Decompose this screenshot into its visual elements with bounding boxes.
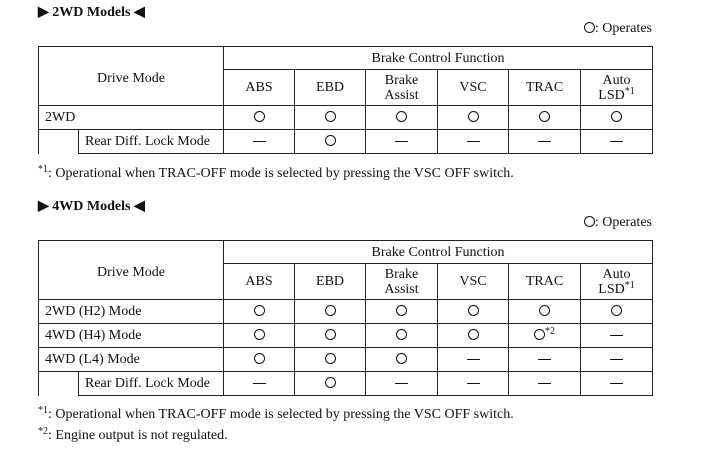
- legend-text: : Operates: [594, 21, 652, 36]
- operates-cell: [224, 324, 295, 348]
- not-operating-cell: [224, 130, 295, 154]
- circle-icon: [325, 377, 336, 388]
- circle-icon: [396, 329, 407, 340]
- operates-cell: [224, 300, 295, 324]
- circle-icon: [584, 216, 595, 227]
- brake-function-header: Brake Control Function: [224, 47, 653, 70]
- dash-icon: [395, 383, 408, 384]
- dash-icon: [610, 359, 623, 360]
- drive-mode-header: Drive Mode: [39, 47, 224, 106]
- indent-cell: [39, 130, 79, 154]
- dash-icon: [538, 359, 551, 360]
- operates-cell: [366, 300, 438, 324]
- row-label: 2WD (H2) Mode: [39, 300, 224, 324]
- column-header: ABS: [224, 70, 295, 106]
- triangle-left-icon: ◀: [133, 199, 145, 214]
- table-row: [39, 300, 653, 324]
- not-operating-cell: [438, 372, 509, 396]
- operates-cell: [295, 372, 366, 396]
- table-row: [39, 324, 653, 348]
- dash-icon: [395, 141, 408, 142]
- operates-cell: [295, 130, 366, 154]
- operates-cell: [295, 106, 366, 130]
- circle-icon: [254, 305, 265, 316]
- triangle-left-icon: ◀: [133, 5, 145, 20]
- dash-icon: [467, 359, 480, 360]
- circle-icon: [611, 111, 622, 122]
- brake-table-4wd: [38, 240, 653, 396]
- circle-icon: [396, 305, 407, 316]
- column-header: EBD: [295, 264, 366, 300]
- row-label: 4WD (H4) Mode: [39, 324, 224, 348]
- footnote-4wd-2: $^{*2}$: Engine output is not regulated.: [38, 426, 228, 443]
- dash-icon: [253, 383, 266, 384]
- operates-cell: [438, 324, 509, 348]
- circle-icon: [396, 111, 407, 122]
- circle-icon: [325, 135, 336, 146]
- row-label: 2WD: [39, 106, 224, 130]
- indent-cell: [39, 372, 79, 396]
- circle-icon: [325, 305, 336, 316]
- circle-icon: [325, 329, 336, 340]
- operates-cell: [509, 300, 581, 324]
- dash-icon: [538, 383, 551, 384]
- not-operating-cell: [366, 130, 438, 154]
- column-header: Brake Assist: [366, 70, 438, 106]
- circle-icon: [539, 111, 550, 122]
- dash-icon: [467, 383, 480, 384]
- triangle-right-icon: ▶: [38, 5, 49, 20]
- circle-icon: [254, 353, 265, 364]
- section-title-text: 2WD Models: [52, 5, 131, 20]
- circle-icon: [611, 305, 622, 316]
- circle-icon: [534, 329, 545, 340]
- not-operating-cell: [581, 130, 653, 154]
- section-title-4wd: [38, 199, 145, 215]
- operates-cell: *2: [509, 324, 581, 348]
- not-operating-cell: [581, 372, 653, 396]
- column-header: Auto LSD$^{*1}$: [581, 264, 653, 300]
- dash-icon: [610, 335, 623, 336]
- column-header: TRAC: [509, 264, 581, 300]
- dash-icon: [538, 141, 551, 142]
- not-operating-cell: [581, 324, 653, 348]
- operates-cell: [581, 300, 653, 324]
- not-operating-cell: [438, 348, 509, 372]
- circle-icon: [254, 329, 265, 340]
- operates-cell: [295, 348, 366, 372]
- not-operating-cell: [224, 372, 295, 396]
- triangle-right-icon: ▶: [38, 199, 49, 214]
- circle-icon: [584, 22, 595, 33]
- circle-icon: [325, 353, 336, 364]
- table-row: [39, 106, 653, 130]
- operates-cell: [366, 106, 438, 130]
- legend-2wd: [584, 21, 652, 37]
- circle-icon: [396, 353, 407, 364]
- table-row: [39, 348, 653, 372]
- circle-icon: [325, 111, 336, 122]
- operates-cell: [295, 300, 366, 324]
- legend-4wd: [584, 215, 652, 231]
- operates-cell: [295, 324, 366, 348]
- table-row: [39, 130, 653, 154]
- not-operating-cell: [581, 348, 653, 372]
- brake-table-2wd: [38, 46, 653, 154]
- column-header: TRAC: [509, 70, 581, 106]
- operates-cell: [366, 348, 438, 372]
- operates-cell: [224, 348, 295, 372]
- circle-icon: [468, 329, 479, 340]
- not-operating-cell: [509, 130, 581, 154]
- not-operating-cell: [366, 372, 438, 396]
- dash-icon: [610, 141, 623, 142]
- row-label: 4WD (L4) Mode: [39, 348, 224, 372]
- operates-cell: [438, 300, 509, 324]
- not-operating-cell: [509, 348, 581, 372]
- column-header: Auto LSD$^{*1}$: [581, 70, 653, 106]
- column-header: ABS: [224, 264, 295, 300]
- dash-icon: [467, 141, 480, 142]
- section-title-text: 4WD Models: [52, 199, 131, 214]
- footnote-4wd-1: $^{*1}$: Operational when TRAC-OFF mode is selected by pressing the VSC OFF switch.: [38, 405, 514, 422]
- brake-function-header: Brake Control Function: [224, 241, 653, 264]
- dash-icon: [610, 383, 623, 384]
- column-header: VSC: [438, 264, 509, 300]
- not-operating-cell: [438, 130, 509, 154]
- column-header: Brake Assist: [366, 264, 438, 300]
- drive-mode-header: Drive Mode: [39, 241, 224, 300]
- legend-text: : Operates: [594, 215, 652, 230]
- operates-cell: [438, 106, 509, 130]
- operates-cell: [224, 106, 295, 130]
- not-operating-cell: [509, 372, 581, 396]
- circle-icon: [468, 305, 479, 316]
- operates-cell: [509, 106, 581, 130]
- dash-icon: [253, 141, 266, 142]
- operates-cell: [581, 106, 653, 130]
- circle-icon: [468, 111, 479, 122]
- column-header: VSC: [438, 70, 509, 106]
- section-title-2wd: [38, 5, 145, 21]
- circle-icon: [539, 305, 550, 316]
- circle-icon: [254, 111, 265, 122]
- table-row: [39, 372, 653, 396]
- row-label: Rear Diff. Lock Mode: [79, 130, 224, 154]
- footnote-2wd-1: $^{*1}$: Operational when TRAC-OFF mode is selected by pressing the VSC OFF switch.: [38, 164, 514, 181]
- operates-cell: [366, 324, 438, 348]
- column-header: EBD: [295, 70, 366, 106]
- row-label: Rear Diff. Lock Mode: [79, 372, 224, 396]
